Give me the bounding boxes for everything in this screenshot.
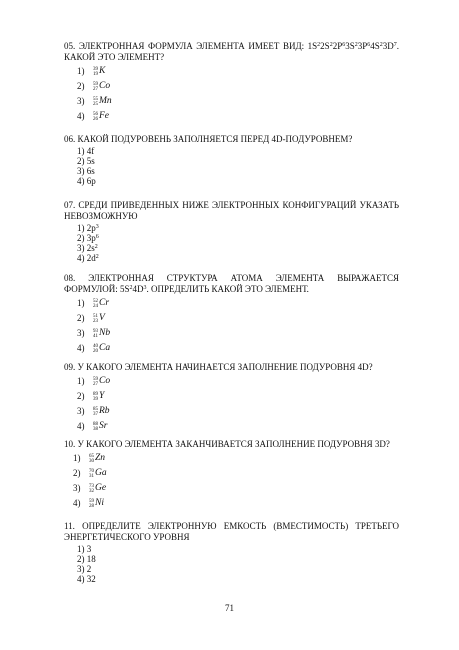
question-text: 08. ЭЛЕКТРОННАЯ СТРУКТУРА АТОМА ЭЛЕМЕНТА ВЫРАЖАЕТСЯ ФОРМУЛОЙ: $5S^24D^3$. ОПРЕДЕЛИТЬ КАКОЙ ЭТО ЭЛЕМЕНТ. xyxy=(64,273,399,294)
option: 3) 73 32 Ge xyxy=(73,483,107,494)
question-06 xyxy=(64,134,399,186)
question-05 xyxy=(64,41,399,124)
option: 1) 4f xyxy=(77,146,95,156)
page-number: 71 xyxy=(225,603,234,613)
question-text: 10. У КАКОГО ЭЛЕМЕНТА ЗАКАНЧИВАЕТСЯ ЗАПОЛНЕНИЕ ПОДУРОВНЯ 3D? xyxy=(64,439,390,449)
option: 2) 5s xyxy=(77,156,95,166)
option: 2) $3p^6$ xyxy=(77,233,99,243)
option: 3) 2 xyxy=(77,564,92,574)
option: 2) 51 23 V xyxy=(77,313,105,324)
question-text: 11. ОПРЕДЕЛИТЕ ЭЛЕКТРОННУЮ ЕМКОСТЬ (ВМЕСТИМОСТЬ) ТРЕТЬЕГО ЭНЕРГЕТИЧЕСКОГО УРОВНЯ xyxy=(64,521,399,542)
question-08 xyxy=(64,273,399,356)
option: 4) 88 38 Sr xyxy=(77,421,108,432)
options-list xyxy=(77,64,399,124)
options-list xyxy=(77,223,399,263)
option: 1) 65 30 Zn xyxy=(73,453,106,464)
option: 2) 70 31 Ga xyxy=(73,468,107,479)
option: 3) $2s^2$ xyxy=(77,243,98,253)
option: 1) 52 24 Cr xyxy=(77,298,110,309)
question-text: 09. У КАКОГО ЭЛЕМЕНТА НАЧИНАЕТСЯ ЗАПОЛНЕНИЕ ПОДУРОВНЯ 4D? xyxy=(64,362,373,372)
option: 4) 56 26 Fe xyxy=(77,111,110,122)
option: 4) 6p xyxy=(77,176,96,186)
options-list xyxy=(77,374,399,434)
option: 1) 3 xyxy=(77,544,92,554)
options-list xyxy=(73,451,399,511)
question-text: 05. ЭЛЕКТРОННАЯ ФОРМУЛА ЭЛЕМЕНТА ИМЕЕТ ВИД: $1S^22S^22P^63S^23P^64S^23D^7$. КАКОЙ ЭТО ЭЛЕМЕНТ? xyxy=(64,41,399,62)
options-list xyxy=(77,296,399,356)
question-11 xyxy=(64,521,399,584)
question-07 xyxy=(64,200,399,263)
option: 3) 6s xyxy=(77,166,95,176)
option: 2) 89 39 Y xyxy=(77,391,105,402)
option: 4) 32 xyxy=(77,574,96,584)
options-list xyxy=(77,544,399,584)
option: 2) 18 xyxy=(77,554,96,564)
question-09 xyxy=(64,362,399,434)
option: 3) 93 41 Nb xyxy=(77,328,111,339)
question-text: 07. СРЕДИ ПРИВЕДЕННЫХ НИЖЕ ЭЛЕКТРОННЫХ КОНФИГУРАЦИЙ УКАЗАТЬ НЕВОЗМОЖНУЮ xyxy=(64,200,399,221)
option: 4) $2d^2$ xyxy=(77,253,99,263)
options-list xyxy=(77,146,399,186)
option: 1) $2p^3$ xyxy=(77,223,99,233)
question-10 xyxy=(64,439,399,511)
option: 4) 59 28 Ni xyxy=(73,498,104,509)
option: 4) 40 20 Ca xyxy=(77,343,111,354)
question-text: 06. КАКОЙ ПОДУРОВЕНЬ ЗАПОЛНЯЕТСЯ ПЕРЕД 4D-ПОДУРОВНЕМ? xyxy=(64,134,353,144)
option: 2) 59 27 Co xyxy=(77,81,111,92)
option: 3) 85 37 Rb xyxy=(77,406,110,417)
option: 1) 59 27 Co xyxy=(77,376,111,387)
option: 1) 39 19 K xyxy=(77,66,106,77)
option: 3) 55 25 Mn xyxy=(77,96,112,107)
